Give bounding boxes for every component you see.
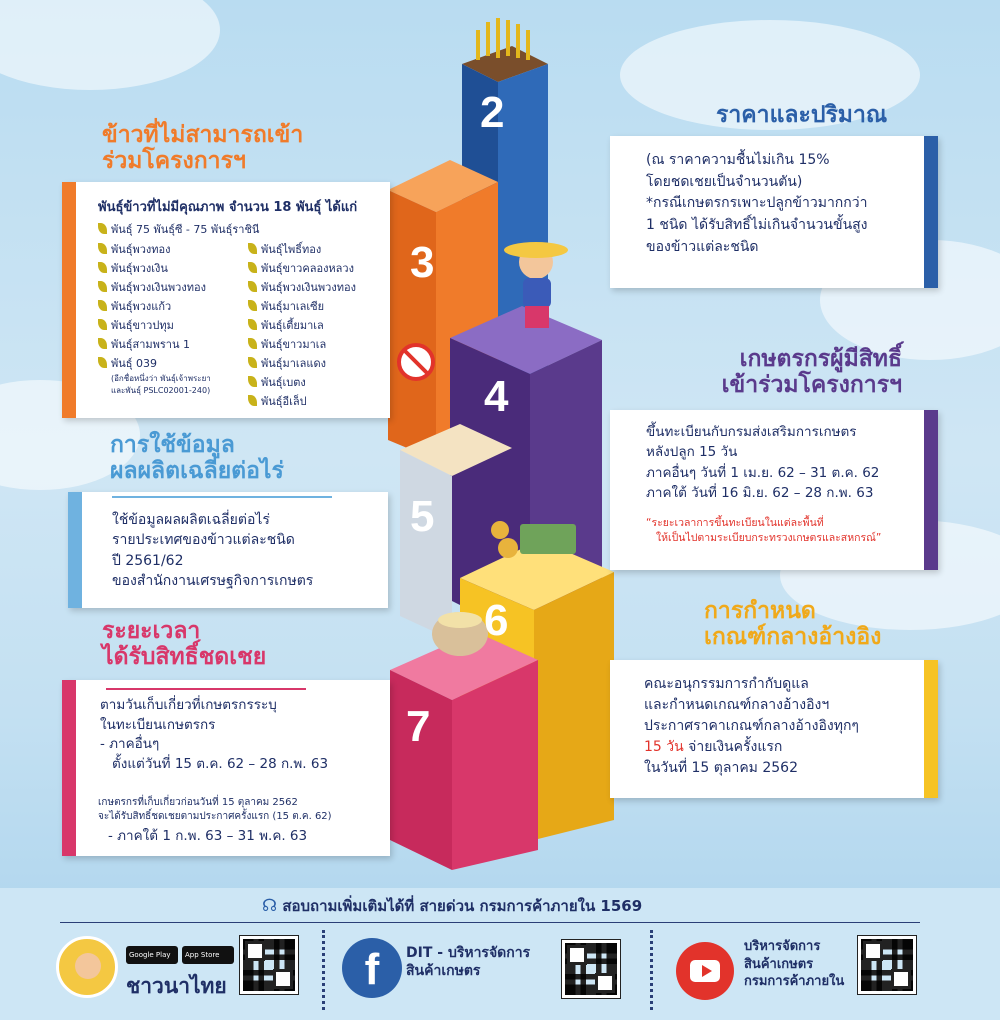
step-number-3: 3 [410,238,435,287]
period-title: ระยะเวลา ได้รับสิทธิ์ชดเชย [102,618,267,671]
rice-leaf-icon [98,243,107,254]
rice-leaf-icon [248,395,257,406]
not-eligible-title: ข้าวที่ไม่สามารถเข้า ร่วมโครงการฯ [102,122,304,175]
rice-leaf-icon [248,357,257,368]
list-item: พันธุ์พวงแก้ว [98,297,238,316]
divider [112,496,332,498]
step-number-6: 6 [484,596,509,645]
rice-leaf-icon [98,357,107,368]
step-number-2: 2 [480,88,505,137]
list-item: พันธุ์ขาวมาเล [248,335,398,354]
yield-text: ใช้ข้อมูลผลผลิตเฉลี่ยต่อไร่ รายประเทศของข้าวแต่ละชนิด ปี 2561/62 ของสำนักงานเศรษฐกิจการเกษตร [112,512,314,589]
period-panel [62,680,390,856]
rice-leaf-icon [248,319,257,330]
hotline: ☊ สอบถามเพิ่มเติมได้ที่ สายด่วน กรมการค้าภายใน 1569 [262,896,643,916]
variety-list-left [98,240,238,397]
footer-divider [60,922,920,923]
list-item: พันธุ์พวงทอง [98,240,238,259]
farmer-note: “ระยะเวลาการขึ้นทะเบียนในแต่ละพื้นที่ ให้เป็นไปตามระเบียบกระทรวงเกษตรและสหกรณ์” [646,517,882,545]
google-play-badge[interactable]: Google Play [126,946,178,964]
qr-code-icon[interactable] [562,940,620,998]
variety-note: และพันธุ์ PSLC02001-240) [111,386,211,395]
reference-title: การกำหนด เกณฑ์กลางอ้างอิง [704,598,882,651]
facebook-page-name[interactable]: DIT - บริหารจัดการ สินค้าเกษตร [406,945,531,980]
reference-panel [610,660,938,798]
divider [106,688,306,690]
youtube-channel-name[interactable]: บริหารจัดการ สินค้าเกษตร กรมการค้าภายใน [744,939,845,990]
step-number-5: 5 [410,492,435,541]
rice-leaf-icon [98,300,107,311]
facebook-icon[interactable]: f [342,938,402,998]
farmer-title: เกษตรกรผู้มีสิทธิ์ เข้าร่วมโครงการฯ [721,346,902,399]
rice-leaf-icon [98,223,107,234]
rice-leaf-icon [248,281,257,292]
rice-leaf-icon [248,300,257,311]
price-text: (ณ ราคาความชื้นไม่เกิน 15% โดยชดเชยเป็นจำนวนตัน) *กรณีเกษตรกรเพาะปลูกข้าวมากกว่า 1 ชนิด ได้รับสิทธิ์ไม่เกินจำนวนขั้นสูง ของข้าวแต่ละชนิด [646,152,868,255]
farmer-avatar-icon [75,953,101,979]
separator [650,930,653,1010]
period-text: ตามวันเก็บเกี่ยวที่เกษตรกรระบุ ในทะเบียนเกษตรกร - ภาคอื่นๆ ตั้งแต่วันที่ 15 ต.ค. 62 – 28 ก.พ. 63 [100,697,329,772]
variety-list-right [248,240,398,411]
yield-panel [68,492,388,608]
play-icon [702,965,712,977]
step-number-7: 7 [406,702,431,751]
list-item: พันธุ์อีเล็ป [248,392,398,411]
list-item: พันธุ์เบตง [248,373,398,392]
cloud [0,0,220,90]
variety-note: (อีกชื่อหนึ่งว่า พันธุ์เจ้าพระยา [111,374,211,383]
list-item: พันธุ์พวงเงินพวงทอง [98,278,238,297]
not-eligible-sub: พันธุ์ 75 พันธุ์ซี - 75 พันธุ์ราชินี [98,220,259,238]
list-item: พันธุ์พวงเงิน [98,259,238,278]
list-item: พันธุ์ไพธิ์ทอง [248,240,398,259]
youtube-icon[interactable] [676,942,734,1000]
app-name: ชาวนาไทย [126,973,227,998]
list-item: พันธุ์เตี้ยมาเล [248,316,398,335]
rice-leaf-icon [98,281,107,292]
period-note: เกษตรกรที่เก็บเกี่ยวก่อนวันที่ 15 ตุลาคม 2562 จะได้รับสิทธิ์ชดเชยตามประกาศครั้งแรก (15 ต.ค. 62) [98,797,332,822]
list-item: พันธุ์ 039 [98,354,238,373]
qr-code-icon[interactable] [858,936,916,994]
qr-code-icon[interactable] [240,936,298,994]
list-item: พันธุ์ขาวคลองหลวง [248,259,398,278]
list-item: พันธุ์สามพราน 1 [98,335,238,354]
farmer-text: ขึ้นทะเบียนกับกรมส่งเสริมการเกษตร หลังปลูก 15 วัน ภาคอื่นๆ วันที่ 1 เม.ย. 62 – 31 ต.ค. 62 ภาคใต้ วันที่ 16 มิ.ย. 62 – 28 ก.พ. 63 [646,424,880,501]
rice-leaf-icon [98,319,107,330]
rice-leaf-icon [248,376,257,387]
app-store-badge[interactable]: App Store [182,946,234,964]
price-title: ราคาและปริมาณ [716,102,888,128]
not-eligible-intro: พันธุ์ข้าวที่ไม่มีคุณภาพ จำนวน 18 พันธุ์ ได้แก่ [98,200,358,215]
rice-leaf-icon [248,243,257,254]
step-number-4: 4 [484,372,509,421]
app-logo[interactable] [56,936,118,998]
yield-title: การใช้ข้อมูล ผลผลิตเฉลี่ยต่อไร่ [110,432,284,485]
rice-leaf-icon [98,262,107,273]
farmer-panel [610,410,938,570]
list-item: พันธุ์มาเลแดง [248,354,398,373]
highlight-days: 15 วัน [644,739,684,755]
period-south: - ภาคใต้ 1 ก.พ. 63 – 31 พ.ค. 63 [108,828,308,844]
separator [322,930,325,1010]
list-item: พันธุ์พวงเงินพวงทอง [248,278,398,297]
list-item: พันธุ์มาเลเซีย [248,297,398,316]
rice-leaf-icon [98,338,107,349]
rice-leaf-icon [248,338,257,349]
reference-text: คณะอนุกรรมการกำกับดูแล และกำหนดเกณฑ์กลางอ้างอิงฯ ประกาศราคาเกณฑ์กลางอ้างอิงทุกๆ 15 วัน จ่ายเงินครั้งแรก ในวันที่ 15 ตุลาคม 2562 [644,676,859,776]
rice-leaf-icon [248,262,257,273]
price-panel [610,136,938,288]
list-item: พันธุ์ขาวปทุม [98,316,238,335]
not-eligible-panel [62,182,390,418]
headset-icon: ☊ [262,896,278,916]
